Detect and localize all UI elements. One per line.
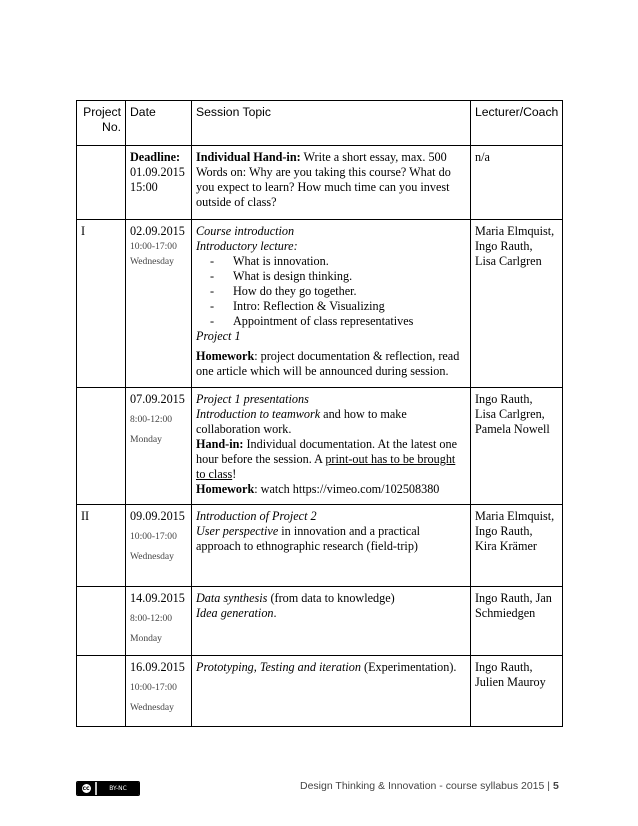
topic-emphasis: Introduction to teamwork <box>196 407 321 421</box>
topic-text: . <box>273 606 277 620</box>
project-cell <box>77 656 126 727</box>
page-number: 5 <box>552 780 559 792</box>
page-footer <box>300 780 559 792</box>
session-date: 09.09.2015 <box>130 509 185 523</box>
lecturer-name: Ingo Rauth, Jan <box>475 591 552 605</box>
topic-line: Project 1 <box>196 329 241 343</box>
homework-text: : watch https://vimeo.com/102508380 <box>254 482 440 496</box>
lecturer-name: Ingo Rauth, <box>475 392 533 406</box>
session-date: 02.09.2015 <box>130 224 185 238</box>
header-date: Date <box>126 101 192 146</box>
homework-text: : project documentation & reflection, read one article which will be announced during session. <box>196 349 460 378</box>
topic-line: Project 1 presentations <box>196 392 309 406</box>
topic-cell <box>192 220 471 388</box>
project-cell: II <box>77 505 126 587</box>
homework-note <box>196 349 459 378</box>
topic-cell <box>192 505 471 587</box>
topic-emphasis: User perspective <box>196 524 279 538</box>
date-cell <box>126 656 192 727</box>
topic-text: (from data to knowledge) <box>267 591 395 605</box>
header-session-topic: Session Topic <box>192 101 471 146</box>
topic-line <box>196 407 466 437</box>
topic-text: in innovation and a practical approach to ethnographic research (field-trip) <box>196 524 421 553</box>
project-cell <box>77 388 126 505</box>
session-time: 8:00-12:00 <box>130 613 173 624</box>
topic-line <box>196 606 466 621</box>
lecturer-cell <box>471 587 563 656</box>
lecturer-name: Maria Elmquist, <box>475 224 555 238</box>
table-row <box>77 505 563 587</box>
homework-label: Homework <box>196 482 255 496</box>
lecturer-name: Kira Krämer <box>475 539 537 553</box>
list-item: - What is design thinking. <box>210 269 466 284</box>
project-cell: I <box>77 220 126 388</box>
session-time: 10:00-17:00 <box>130 682 177 693</box>
list-item: - Intro: Reflection & Visualizing <box>210 299 466 314</box>
lecturer-cell: n/a <box>471 146 563 220</box>
header-lecturer-coach: Lecturer/Coach <box>471 101 563 146</box>
lecturer-name: Ingo Rauth, <box>475 524 533 538</box>
topic-cell <box>192 146 471 220</box>
date-cell <box>126 146 192 220</box>
handin-note <box>196 437 466 482</box>
lecturer-name: Pamela Nowell <box>475 422 550 436</box>
list-item: - Appointment of class representatives <box>210 314 466 329</box>
date-cell <box>126 587 192 656</box>
session-date: 07.09.2015 <box>130 392 185 406</box>
topic-emphasis: Prototyping, Testing and iteration <box>196 660 361 674</box>
lecturer-name: Lisa Carlgren, <box>475 407 545 421</box>
handin-label: Individual Hand-in: <box>196 150 301 164</box>
handin-underlined: print-out has to be brought to class <box>196 452 456 481</box>
topic-line: Course introduction <box>196 224 295 238</box>
homework-label: Homework <box>196 349 255 363</box>
topic-text: Write a short essay, max. 500 Words on: Why are you taking this course? What do you expect to learn? How much time can you invest outside of class? <box>196 150 451 209</box>
handin-end: ! <box>232 467 237 481</box>
list-item: - How do they go together. <box>210 284 466 299</box>
syllabus-table <box>76 100 563 727</box>
session-day: Monday <box>130 434 162 445</box>
session-date: 14.09.2015 <box>130 591 185 605</box>
lecturer-cell <box>471 656 563 727</box>
lecturer-cell <box>471 505 563 587</box>
license-badge <box>76 781 140 796</box>
topic-cell <box>192 388 471 505</box>
topic-emphasis: Idea generation <box>196 606 274 620</box>
lecturer-name: Maria Elmquist, <box>475 509 555 523</box>
list-item: - What is innovation. <box>210 254 466 269</box>
table-row <box>77 146 563 220</box>
deadline-time: 15:00 <box>130 180 158 194</box>
lecturer-name: Lisa Carlgren <box>475 254 542 268</box>
date-cell <box>126 505 192 587</box>
session-day: Wednesday <box>130 551 174 562</box>
date-cell <box>126 388 192 505</box>
table-row <box>77 587 563 656</box>
license-badge-text: BY-NC <box>97 782 139 795</box>
topic-text: (Experimentation). <box>361 660 457 674</box>
table-row <box>77 388 563 505</box>
session-time: 8:00-12:00 <box>130 414 173 425</box>
session-day: Monday <box>130 633 162 644</box>
creative-commons-icon: cc <box>77 782 95 795</box>
topic-cell <box>192 656 471 727</box>
footer-text: Design Thinking & Innovation - course syllabus 2015 | <box>300 780 553 792</box>
session-time: 10:00-17:00 <box>130 241 177 252</box>
topic-cell <box>192 587 471 656</box>
lecturer-name: Julien Mauroy <box>475 675 546 689</box>
date-cell <box>126 220 192 388</box>
homework-note <box>196 482 466 497</box>
topic-line: Introductory lecture: <box>196 239 298 253</box>
lecturer-name: Ingo Rauth, <box>475 660 533 674</box>
deadline-label: Deadline: <box>130 150 181 164</box>
handin-label: Hand-in: <box>196 437 244 451</box>
topic-bullet-list <box>196 254 466 329</box>
lecturer-name: Schmiedgen <box>475 606 536 620</box>
header-project-no: Project No. <box>77 101 126 146</box>
project-cell <box>77 587 126 656</box>
lecturer-cell <box>471 388 563 505</box>
table-row <box>77 220 563 388</box>
session-day: Wednesday <box>130 256 174 267</box>
session-day: Wednesday <box>130 702 174 713</box>
project-cell <box>77 146 126 220</box>
lecturer-name: Ingo Rauth, <box>475 239 533 253</box>
handin-text: Individual documentation. At the latest one hour before the session. A <box>196 437 457 466</box>
session-date: 16.09.2015 <box>130 660 185 674</box>
topic-line: Introduction of Project 2 <box>196 509 317 523</box>
topic-line <box>196 591 466 606</box>
topic-line <box>196 660 466 675</box>
topic-emphasis: Data synthesis <box>196 591 268 605</box>
lecturer-cell <box>471 220 563 388</box>
topic-line <box>196 524 466 554</box>
session-time: 10:00-17:00 <box>130 531 177 542</box>
table-header-row <box>77 101 563 146</box>
deadline-date: 01.09.2015 <box>130 165 185 179</box>
table-row <box>77 656 563 727</box>
topic-text: and how to make collaboration work. <box>196 407 407 436</box>
